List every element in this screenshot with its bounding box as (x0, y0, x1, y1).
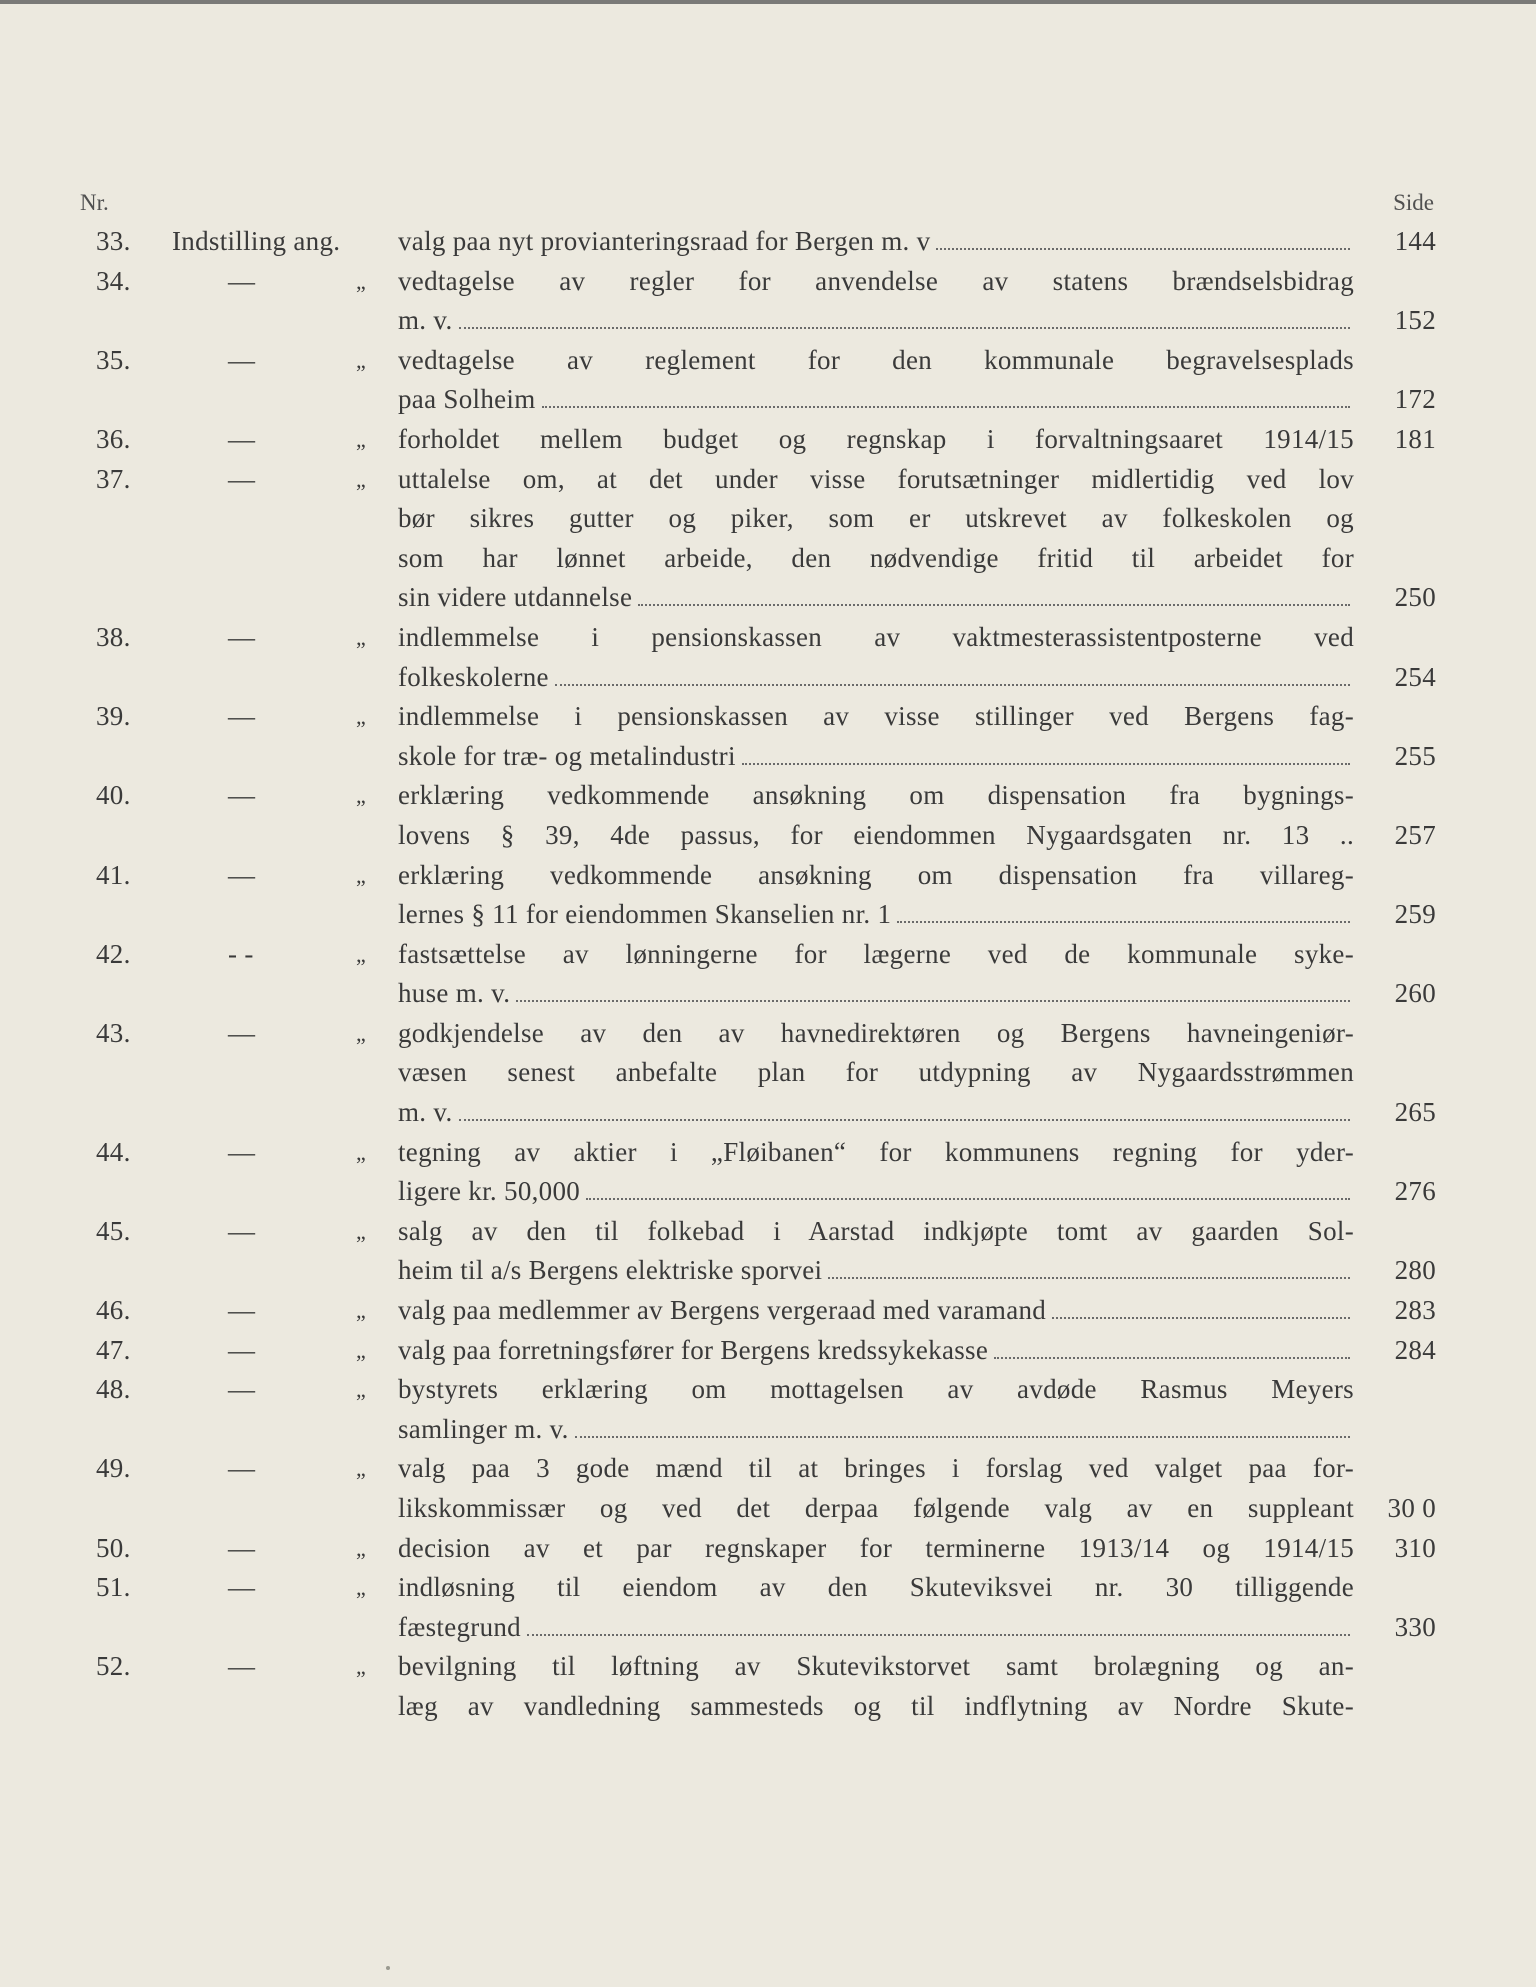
entry-number: 52. (96, 1651, 131, 1682)
entry-line (0, 1014, 1536, 1054)
ditto-mark: „ (356, 268, 367, 294)
entry-text-content: huse m. v. (398, 978, 511, 1009)
entry-text (398, 578, 1354, 618)
entry-line (0, 460, 1536, 500)
side-column-heading: Side (1393, 190, 1434, 215)
ditto-mark: „ (356, 426, 367, 452)
entry-lead-dash: — (228, 1374, 256, 1405)
entry-line (0, 222, 1536, 262)
entry-line (0, 618, 1536, 658)
entry-lead-dash: — (228, 463, 256, 494)
entry-text: valg paa 3 gode mænd til at bringes i forslag ved valget paa for- (398, 1453, 1354, 1484)
ditto-mark: „ (356, 783, 367, 809)
dot-leader (1052, 1316, 1350, 1319)
entry-text (398, 1608, 1354, 1648)
entry-line (0, 341, 1536, 381)
entry-text: læg av vandledning sammesteds og til indflytning av Nordre Skute- (398, 1690, 1354, 1721)
entry-text: forholdet mellem budget og regnskap i forvaltningsaaret 1914/15 (398, 423, 1354, 454)
dot-leader (459, 326, 1351, 329)
ditto-mark: „ (356, 1298, 367, 1324)
entry-number: 41. (96, 859, 131, 890)
entry-number: 39. (96, 701, 131, 732)
entry-line (0, 420, 1536, 460)
entry-number: 40. (96, 780, 131, 811)
entry-lead-dash: — (228, 344, 256, 375)
dot-leader (638, 603, 1350, 606)
entry-line (0, 697, 1536, 737)
entry-lead-dash: — (228, 701, 256, 732)
ditto-mark: „ (356, 1337, 367, 1363)
page-speck (386, 1966, 390, 1970)
entry-text-content: heim til a/s Bergens elektriske sporvei (398, 1255, 823, 1286)
entry-text: bystyrets erklæring om mottagelsen av avdøde Rasmus Meyers (398, 1374, 1354, 1405)
page-number: 259 (1394, 899, 1436, 930)
ditto-mark: „ (356, 1377, 367, 1403)
entry-line (0, 737, 1536, 777)
entry-number: 49. (96, 1453, 131, 1484)
dot-leader (994, 1356, 1350, 1359)
entry-text-content: valg paa nyt provianteringsraad for Bergen m. v (398, 226, 931, 256)
entry-text-content: sin videre utdannelse (398, 582, 633, 613)
entry-lead-dash: - - (228, 938, 254, 969)
entry-text: vedtagelse av regler for anvendelse av statens brændselsbidrag (398, 265, 1354, 296)
entry-text: decision av et par regnskaper for terminerne 1913/14 og 1914/15 (398, 1532, 1354, 1563)
entry-lead-dash: — (228, 1136, 256, 1167)
entry-number: 42. (96, 938, 131, 969)
entry-text: lovens § 39, 4de passus, for eiendommen Nygaardsgaten nr. 13 .. (398, 819, 1354, 850)
entry-text: væsen senest anbefalte plan for utdypning av Nygaardsstrømmen (398, 1057, 1354, 1088)
entry-lead-dash: — (228, 621, 256, 652)
entry-line (0, 1133, 1536, 1173)
entry-number: 51. (96, 1572, 131, 1603)
entry-line (0, 1370, 1536, 1410)
entry-line (0, 1449, 1536, 1489)
ditto-mark: „ (356, 466, 367, 492)
entry-number: 38. (96, 621, 131, 652)
entry-line (0, 1251, 1536, 1291)
dot-leader (516, 999, 1350, 1002)
entry-text-content: paa Solheim (398, 384, 536, 415)
entry-lead-dash: — (228, 859, 256, 890)
entry-line (0, 974, 1536, 1014)
entry-lead-dash: — (228, 265, 256, 296)
dot-leader (742, 762, 1350, 765)
page-number: 276 (1394, 1176, 1436, 1207)
entry-number: 47. (96, 1334, 131, 1365)
entry-number: 33. (96, 226, 131, 256)
entry-text-content: m. v. (398, 1097, 453, 1128)
ditto-mark: „ (356, 1218, 367, 1244)
entry-lead-dash: — (228, 1651, 256, 1682)
page-number: 330 (1394, 1611, 1436, 1642)
entry-text-content: fæstegrund (398, 1611, 521, 1642)
ditto-mark: „ (356, 704, 367, 730)
entry-text: tegning av aktier i „Fløibanen“ for kommunens regning for yder- (398, 1136, 1354, 1167)
entry-line (0, 1489, 1536, 1529)
entry-lead-dash: — (228, 1334, 256, 1365)
entry-text: indlemmelse i pensionskassen av visse stillinger ved Bergens fag- (398, 701, 1354, 732)
entry-line (0, 658, 1536, 698)
entry-text: salg av den til folkebad i Aarstad indkjøpte tomt av gaarden Sol- (398, 1215, 1354, 1246)
entry-number: 50. (96, 1532, 131, 1563)
page-number: 144 (1394, 226, 1436, 256)
entry-line (0, 539, 1536, 579)
entry-line (0, 1568, 1536, 1608)
entry-text: erklæring vedkommende ansøkning om dispensation fra bygnings- (398, 780, 1354, 811)
entry-lead-dash: — (228, 780, 256, 811)
dot-leader (897, 920, 1350, 923)
entry-text-content: valg paa forretningsfører for Bergens kredssykekasse (398, 1334, 989, 1365)
ditto-mark: „ (356, 1654, 367, 1680)
entry-text (398, 1291, 1354, 1331)
dot-leader (542, 405, 1350, 408)
entry-line (0, 1529, 1536, 1569)
entry-text: bevilgning til løftning av Skutevikstorvet samt brolægning og an- (398, 1651, 1354, 1682)
entry-text (398, 895, 1354, 935)
page-number: 284 (1394, 1334, 1436, 1365)
entry-text (398, 737, 1354, 777)
entry-text-content: lernes § 11 for eiendommen Skanselien nr. 1 (398, 899, 892, 930)
entry-line (0, 1331, 1536, 1371)
entry-text: vedtagelse av reglement for den kommunale begravelsesplads (398, 344, 1354, 375)
entry-text: som har lønnet arbeide, den nødvendige fritid til arbeidet for (398, 542, 1354, 573)
entry-text: erklæring vedkommende ansøkning om dispensation fra villareg- (398, 859, 1354, 890)
entry-lead-dash: — (228, 1215, 256, 1246)
entry-text: fastsættelse av lønningerne for lægerne ved de kommunale syke- (398, 938, 1354, 969)
entry-text (398, 1331, 1354, 1371)
entry-text: godkjendelse av den av havnedirektøren og Bergens havneingeniør- (398, 1017, 1354, 1048)
entry-line (0, 380, 1536, 420)
entry-line (0, 1212, 1536, 1252)
entry-text (398, 1172, 1354, 1212)
entry-line (0, 935, 1536, 975)
entry-number: 34. (96, 265, 131, 296)
page-number: 152 (1394, 305, 1436, 336)
entry-text: likskommissær og ved det derpaa følgende valg av en suppleant (398, 1493, 1354, 1523)
page-number: 257 (1394, 819, 1436, 850)
entry-number: 36. (96, 423, 131, 454)
dot-leader (936, 247, 1350, 250)
page-number: 30 0 (1387, 1493, 1436, 1523)
ditto-mark: „ (356, 1139, 367, 1165)
entry-text: bør sikres gutter og piker, som er utskrevet av folkeskolen og (398, 503, 1354, 534)
page-number: 250 (1394, 582, 1436, 613)
entry-line (0, 816, 1536, 856)
entry-text (398, 1093, 1354, 1133)
page-number: 310 (1394, 1532, 1436, 1563)
entry-text-content: valg paa medlemmer av Bergens vergeraad med varamand (398, 1295, 1047, 1326)
entry-number: 48. (96, 1374, 131, 1405)
entry-text (398, 301, 1354, 341)
entry-line (0, 1291, 1536, 1331)
page-number: 254 (1394, 661, 1436, 692)
entry-text (398, 1251, 1354, 1291)
entry-line (0, 1093, 1536, 1133)
entry-line (0, 1687, 1536, 1727)
entry-line (0, 856, 1536, 896)
entry-line (0, 776, 1536, 816)
entry-line (0, 1410, 1536, 1450)
ditto-mark: „ (356, 941, 367, 967)
entry-number: 44. (96, 1136, 131, 1167)
entry-line (0, 1172, 1536, 1212)
entry-number: 35. (96, 344, 131, 375)
page-number: 260 (1394, 978, 1436, 1009)
ditto-mark: „ (356, 347, 367, 373)
entry-lead-dash: — (228, 423, 256, 454)
entry-number: 45. (96, 1215, 131, 1246)
ditto-mark: „ (356, 862, 367, 888)
ditto-mark: „ (356, 1535, 367, 1561)
dot-leader (575, 1435, 1350, 1438)
entry-text (398, 1410, 1354, 1450)
entry-text (398, 222, 1354, 262)
page-number: 181 (1394, 423, 1436, 454)
page-number: 172 (1394, 384, 1436, 415)
entry-line (0, 262, 1536, 302)
entry-lead-text: Indstilling ang. (172, 226, 341, 256)
entry-lead-dash: — (228, 1295, 256, 1326)
entry-text-content: samlinger m. v. (398, 1413, 569, 1444)
entry-line (0, 1608, 1536, 1648)
dot-leader (459, 1118, 1351, 1121)
page-number: 255 (1394, 740, 1436, 771)
entry-text (398, 380, 1354, 420)
page-number: 265 (1394, 1097, 1436, 1128)
entry-number: 43. (96, 1017, 131, 1048)
index-entries (0, 222, 1536, 1727)
entry-text-content: ligere kr. 50,000 (398, 1176, 581, 1207)
entry-text-content: skole for træ- og metalindustri (398, 740, 736, 771)
entry-lead-dash: — (228, 1532, 256, 1563)
entry-lead-dash: — (228, 1572, 256, 1603)
ditto-mark: „ (356, 1575, 367, 1601)
entry-text-content: m. v. (398, 305, 453, 336)
entry-line (0, 301, 1536, 341)
entry-text: indlemmelse i pensionskassen av vaktmesterassistentposterne ved (398, 621, 1354, 652)
page-number: 280 (1394, 1255, 1436, 1286)
entry-text-content: folkeskolerne (398, 661, 549, 692)
entry-lead-dash: — (228, 1453, 256, 1484)
entry-line (0, 1053, 1536, 1093)
ditto-mark: „ (356, 1456, 367, 1482)
entry-line (0, 895, 1536, 935)
entry-number: 46. (96, 1295, 131, 1326)
entry-lead-dash: — (228, 1017, 256, 1048)
nr-column-heading: Nr. (80, 190, 109, 215)
entry-text: uttalelse om, at det under visse forutsætninger midlertidig ved lov (398, 463, 1354, 494)
dot-leader (586, 1197, 1350, 1200)
entry-text (398, 974, 1354, 1014)
ditto-mark: „ (356, 1020, 367, 1046)
entry-text: indløsning til eiendom av den Skuteviksvei nr. 30 tilliggende (398, 1572, 1354, 1603)
page-number: 283 (1394, 1295, 1436, 1326)
entry-text (398, 658, 1354, 698)
entry-line (0, 499, 1536, 539)
entry-number: 37. (96, 463, 131, 494)
dot-leader (555, 683, 1350, 686)
ditto-mark: „ (356, 624, 367, 650)
entry-line (0, 1647, 1536, 1687)
dot-leader (527, 1633, 1350, 1636)
dot-leader (828, 1276, 1350, 1279)
entry-line (0, 578, 1536, 618)
